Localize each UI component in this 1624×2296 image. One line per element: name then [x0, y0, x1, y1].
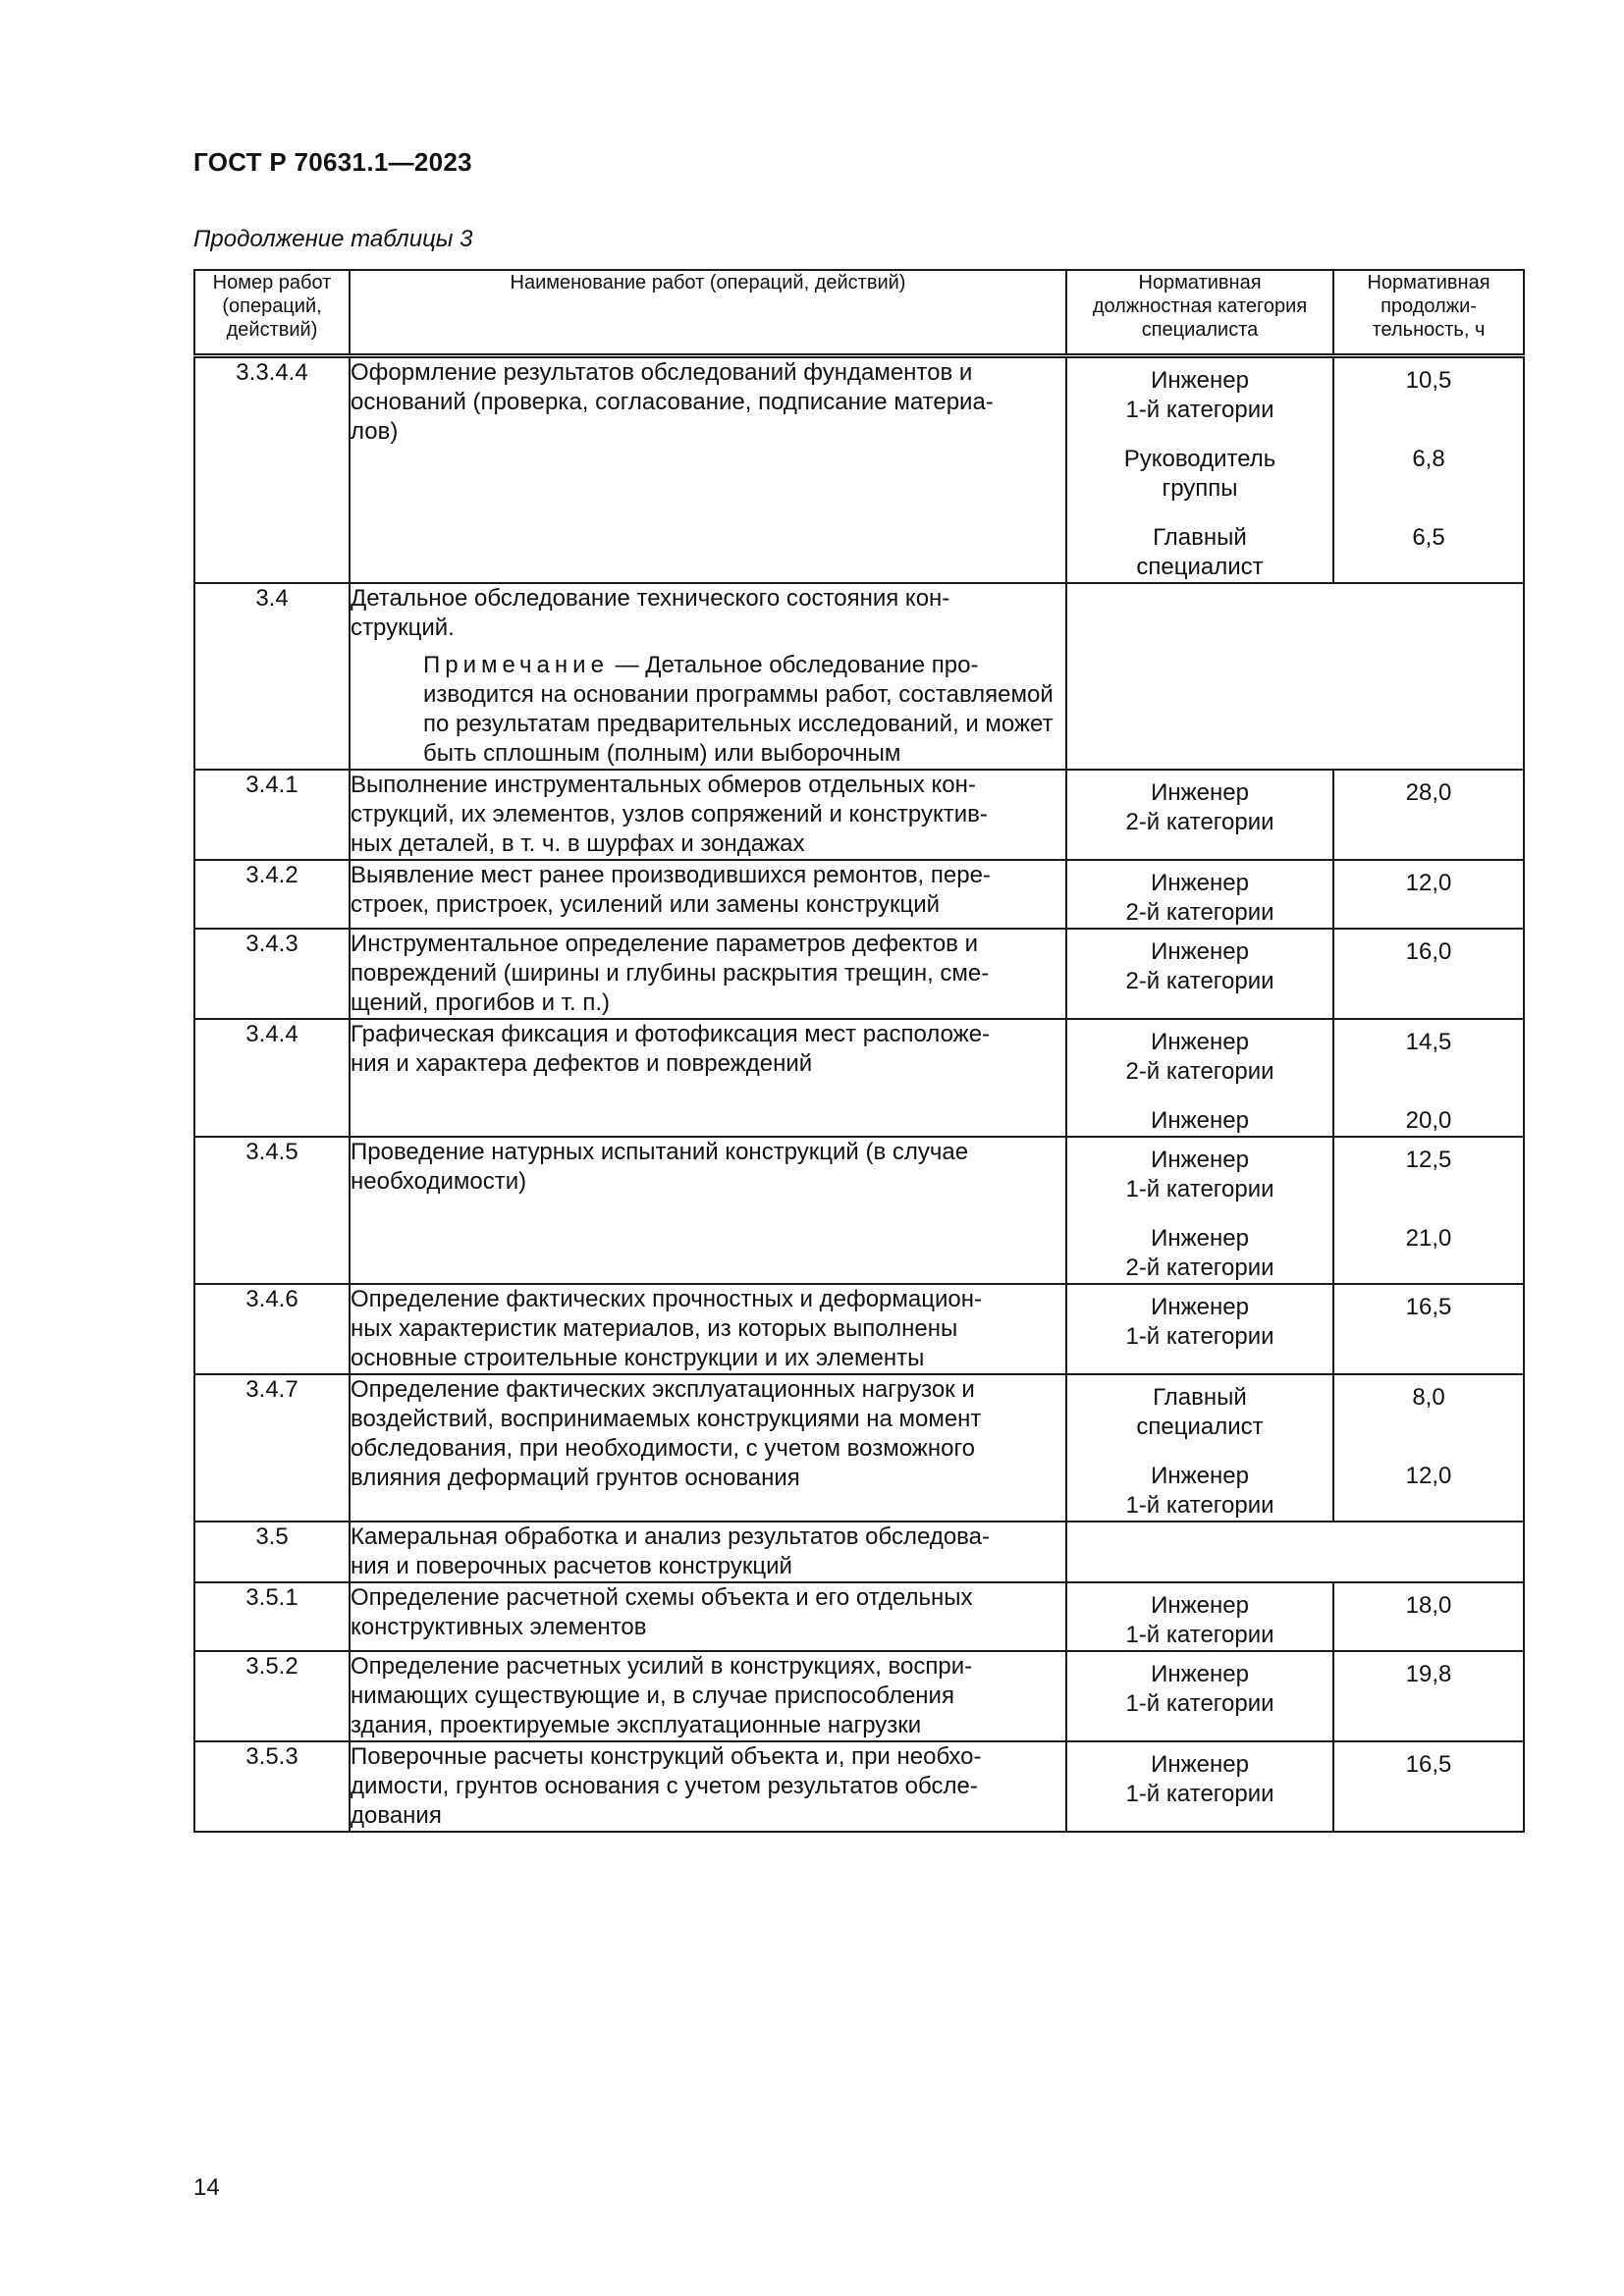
category-line: Инженер	[1151, 1463, 1249, 1489]
work-number: 3.4.6	[194, 1284, 350, 1374]
work-name-line: струкций, их элементов, узлов сопряжений и конструктив-	[351, 801, 988, 828]
table-header-row	[194, 270, 1524, 356]
work-name	[350, 1019, 1066, 1137]
table-caption: Продолжение таблицы 3	[193, 226, 473, 252]
work-name-line: Графическая фиксация и фотофиксация мест расположе-	[351, 1021, 991, 1047]
work-number: 3.4.5	[194, 1137, 350, 1284]
work-name-line: влияния деформаций грунтов основания	[351, 1465, 800, 1491]
table-row	[194, 1019, 1524, 1137]
table-row	[194, 1137, 1524, 1284]
work-name-line: обследования, при необходимости, с учетом возможного	[351, 1435, 976, 1462]
category-entry	[1067, 1020, 1332, 1087]
specialist-category	[1066, 929, 1333, 1019]
work-name	[350, 860, 1066, 929]
category-line: 1-й категории	[1125, 1690, 1274, 1717]
work-name-line: димости, грунтов основания с учетом результатов обсле-	[351, 1773, 978, 1799]
category-entry	[1067, 1204, 1332, 1283]
specialist-category	[1066, 770, 1333, 860]
header-duration-line: продолжи-	[1380, 295, 1477, 317]
note-line: по результатам предварительных исследований, и может	[423, 711, 1054, 737]
duration-value: 16,5	[1405, 1751, 1452, 1778]
table-row	[194, 1741, 1524, 1832]
duration-value: 18,0	[1405, 1592, 1452, 1619]
work-number: 3.4.1	[194, 770, 350, 860]
work-name-line: щений, прогибов и т. п.)	[351, 989, 610, 1016]
category-line: Инженер	[1151, 1592, 1249, 1619]
category-entry	[1067, 1138, 1332, 1204]
category-entry	[1067, 1285, 1332, 1352]
work-norms-table	[193, 269, 1525, 1833]
work-name-line: здания, проектируемые эксплуатационные нагрузки	[351, 1712, 922, 1738]
header-category-line: должностная категория	[1092, 295, 1308, 317]
duration-value: 20,0	[1405, 1107, 1452, 1134]
table-row	[194, 770, 1524, 860]
normative-duration	[1333, 356, 1524, 584]
work-name	[350, 1651, 1066, 1741]
work-number: 3.4.7	[194, 1374, 350, 1522]
normative-duration	[1333, 770, 1524, 860]
category-line: 1-й категории	[1125, 1492, 1274, 1519]
work-name-line: ния и поверочных расчетов конструкций	[351, 1553, 792, 1579]
duration-value: 12,0	[1405, 870, 1452, 896]
specialist-category	[1066, 1284, 1333, 1374]
category-line: Главный	[1153, 524, 1247, 551]
specialist-category	[1066, 356, 1333, 584]
work-name	[350, 583, 1066, 770]
category-entry	[1067, 930, 1332, 996]
work-name-line: Определение расчетной схемы объекта и его отдельных	[351, 1584, 973, 1611]
note-block	[351, 651, 1065, 769]
table-row	[194, 1582, 1524, 1651]
category-line: Руководитель	[1123, 446, 1276, 472]
normative-duration	[1333, 1651, 1524, 1741]
work-name-line: Инструментальное определение параметров дефектов и	[351, 931, 978, 957]
note-label: Примечание	[423, 652, 609, 678]
table-row	[194, 356, 1524, 584]
category-entry	[1067, 1742, 1332, 1809]
work-name-line: Выполнение инструментальных обмеров отдельных кон-	[351, 772, 976, 798]
category-line: 2-й категории	[1125, 1058, 1274, 1085]
category-line: 2-й категории	[1125, 1255, 1274, 1281]
work-name-line: Выявление мест ранее производившихся ремонтов, пере-	[351, 862, 991, 888]
work-name-line: воздействий, воспринимаемых конструкциями на момент	[351, 1406, 982, 1432]
work-name-line: нимающих существующие и, в случае приспособления	[351, 1682, 954, 1709]
category-entry	[1067, 358, 1332, 425]
work-name-line: оснований (проверка, согласование, подписание материа-	[351, 389, 994, 415]
category-line: специалист	[1136, 554, 1264, 580]
category-line: Инженер	[1151, 367, 1249, 394]
category-line: Инженер	[1151, 1751, 1249, 1778]
page-number: 14	[193, 2174, 220, 2201]
note-line: — Детальное обследование про-	[615, 652, 979, 678]
specialist-category	[1066, 1741, 1333, 1832]
work-number: 3.4.3	[194, 929, 350, 1019]
work-number: 3.5.1	[194, 1582, 350, 1651]
category-entry	[1067, 771, 1332, 837]
normative-duration	[1333, 929, 1524, 1019]
table-row	[194, 583, 1524, 770]
work-name	[350, 929, 1066, 1019]
empty-cell	[1066, 583, 1524, 770]
category-line: группы	[1162, 475, 1238, 502]
duration-value: 8,0	[1412, 1384, 1445, 1411]
category-line: Инженер	[1151, 938, 1249, 965]
work-number: 3.3.4.4	[194, 356, 350, 584]
specialist-category	[1066, 1137, 1333, 1284]
work-name-line: Детальное обследование технического состояния кон-	[351, 585, 950, 612]
duration-value: 16,0	[1405, 938, 1452, 965]
normative-duration	[1333, 1019, 1524, 1137]
category-line: Инженер	[1151, 1029, 1249, 1055]
category-line: Инженер	[1151, 1107, 1249, 1134]
table-row	[194, 1522, 1524, 1582]
header-number-line: действий)	[226, 319, 318, 341]
table-row	[194, 1651, 1524, 1741]
category-line: Инженер	[1151, 1147, 1249, 1173]
work-name	[350, 770, 1066, 860]
work-name-line: необходимости)	[351, 1168, 527, 1195]
work-name-line: Камеральная обработка и анализ результатов обследова-	[351, 1523, 990, 1550]
work-name-line: строек, пристроек, усилений или замены конструкций	[351, 891, 941, 918]
category-line: Инженер	[1151, 1294, 1249, 1320]
category-entry	[1067, 1087, 1332, 1136]
duration-value: 14,5	[1405, 1029, 1452, 1055]
category-line: 1-й категории	[1125, 1176, 1274, 1202]
work-number: 3.5.2	[194, 1651, 350, 1741]
work-name	[350, 1582, 1066, 1651]
category-entry	[1067, 1375, 1332, 1442]
normative-duration	[1333, 1284, 1524, 1374]
category-line: 1-й категории	[1125, 1323, 1274, 1350]
empty-cell	[1066, 1522, 1524, 1582]
document-code: ГОСТ Р 70631.1—2023	[193, 147, 472, 177]
header-duration-line: тельность, ч	[1372, 319, 1486, 341]
specialist-category	[1066, 1019, 1333, 1137]
header-number	[194, 270, 350, 356]
category-entry	[1067, 1583, 1332, 1650]
work-name	[350, 356, 1066, 584]
category-entry	[1067, 425, 1332, 504]
header-category-line: специалиста	[1141, 319, 1259, 341]
category-line: 1-й категории	[1125, 1622, 1274, 1648]
duration-value: 10,5	[1405, 367, 1452, 394]
work-name	[350, 1284, 1066, 1374]
duration-value: 12,5	[1405, 1147, 1452, 1173]
category-entry	[1067, 1442, 1332, 1521]
duration-value: 12,0	[1405, 1463, 1452, 1489]
category-entry	[1067, 1652, 1332, 1719]
category-line: Инженер	[1151, 779, 1249, 806]
category-entry	[1067, 861, 1332, 928]
work-name	[350, 1374, 1066, 1522]
duration-value: 19,8	[1405, 1661, 1452, 1687]
specialist-category	[1066, 1374, 1333, 1522]
table-body	[194, 356, 1524, 1833]
category-line: 1-й категории	[1125, 397, 1274, 423]
specialist-category	[1066, 1651, 1333, 1741]
work-name-line: Определение расчетных усилий в конструкциях, воспри-	[351, 1653, 973, 1680]
work-name-line: Проведение натурных испытаний конструкций (в случае	[351, 1139, 969, 1165]
work-name	[350, 1137, 1066, 1284]
header-name: Наименование работ (операций, действий)	[350, 270, 1066, 356]
normative-duration	[1333, 860, 1524, 929]
work-number: 3.5.3	[194, 1741, 350, 1832]
table-row	[194, 1284, 1524, 1374]
category-line: 2-й категории	[1125, 899, 1274, 926]
work-name-line: струкций.	[351, 614, 455, 641]
work-name-line: дования	[351, 1802, 442, 1829]
duration-value: 28,0	[1405, 779, 1452, 806]
normative-duration	[1333, 1582, 1524, 1651]
duration-value: 16,5	[1405, 1294, 1452, 1320]
work-name-line: Определение фактических эксплуатационных нагрузок и	[351, 1376, 975, 1403]
table-row	[194, 860, 1524, 929]
header-duration-line: Нормативная	[1367, 272, 1490, 294]
work-number: 3.5	[194, 1522, 350, 1582]
normative-duration	[1333, 1741, 1524, 1832]
header-number-line: Номер работ	[212, 272, 332, 294]
work-name-line: ных деталей, в т. ч. в шурфах и зондажах	[351, 830, 805, 857]
category-line: 2-й категории	[1125, 968, 1274, 994]
category-line: специалист	[1136, 1414, 1264, 1440]
header-category-line: Нормативная	[1138, 272, 1262, 294]
note-line: изводится на основании программы работ, составляемой	[423, 681, 1054, 708]
normative-duration	[1333, 1137, 1524, 1284]
header-number-line: (операций,	[222, 295, 322, 317]
work-name-line: Оформление результатов обследований фундаментов и	[351, 359, 973, 386]
work-number: 3.4	[194, 583, 350, 770]
table-row	[194, 929, 1524, 1019]
category-line: Инженер	[1151, 870, 1249, 896]
work-name-line: ных характеристик материалов, из которых выполнены	[351, 1315, 958, 1342]
specialist-category	[1066, 1582, 1333, 1651]
work-number: 3.4.4	[194, 1019, 350, 1137]
category-line: 2-й категории	[1125, 809, 1274, 835]
work-number: 3.4.2	[194, 860, 350, 929]
category-line: Инженер	[1151, 1225, 1249, 1252]
category-entry	[1067, 504, 1332, 582]
work-name-line: основные строительные конструкции и их элементы	[351, 1345, 925, 1371]
category-line: Главный	[1153, 1384, 1247, 1411]
category-line: Инженер	[1151, 1661, 1249, 1687]
specialist-category	[1066, 860, 1333, 929]
duration-value: 6,5	[1412, 524, 1445, 551]
duration-value: 21,0	[1405, 1225, 1452, 1252]
work-name-line: повреждений (ширины и глубины раскрытия трещин, сме-	[351, 960, 990, 987]
header-duration	[1333, 270, 1524, 356]
note-line: быть сплошным (полным) или выборочным	[423, 740, 901, 767]
duration-value: 6,8	[1412, 446, 1445, 472]
work-name-line: конструктивных элементов	[351, 1614, 647, 1640]
work-name-line: Поверочные расчеты конструкций объекта и, при необхо-	[351, 1743, 982, 1770]
work-name-line: лов)	[351, 418, 399, 445]
work-name	[350, 1741, 1066, 1832]
work-name	[350, 1522, 1066, 1582]
header-category	[1066, 270, 1333, 356]
work-name-line: Определение фактических прочностных и деформацион-	[351, 1286, 982, 1312]
normative-duration	[1333, 1374, 1524, 1522]
category-line: 1-й категории	[1125, 1781, 1274, 1807]
work-name-line: ния и характера дефектов и повреждений	[351, 1050, 813, 1077]
table-row	[194, 1374, 1524, 1522]
